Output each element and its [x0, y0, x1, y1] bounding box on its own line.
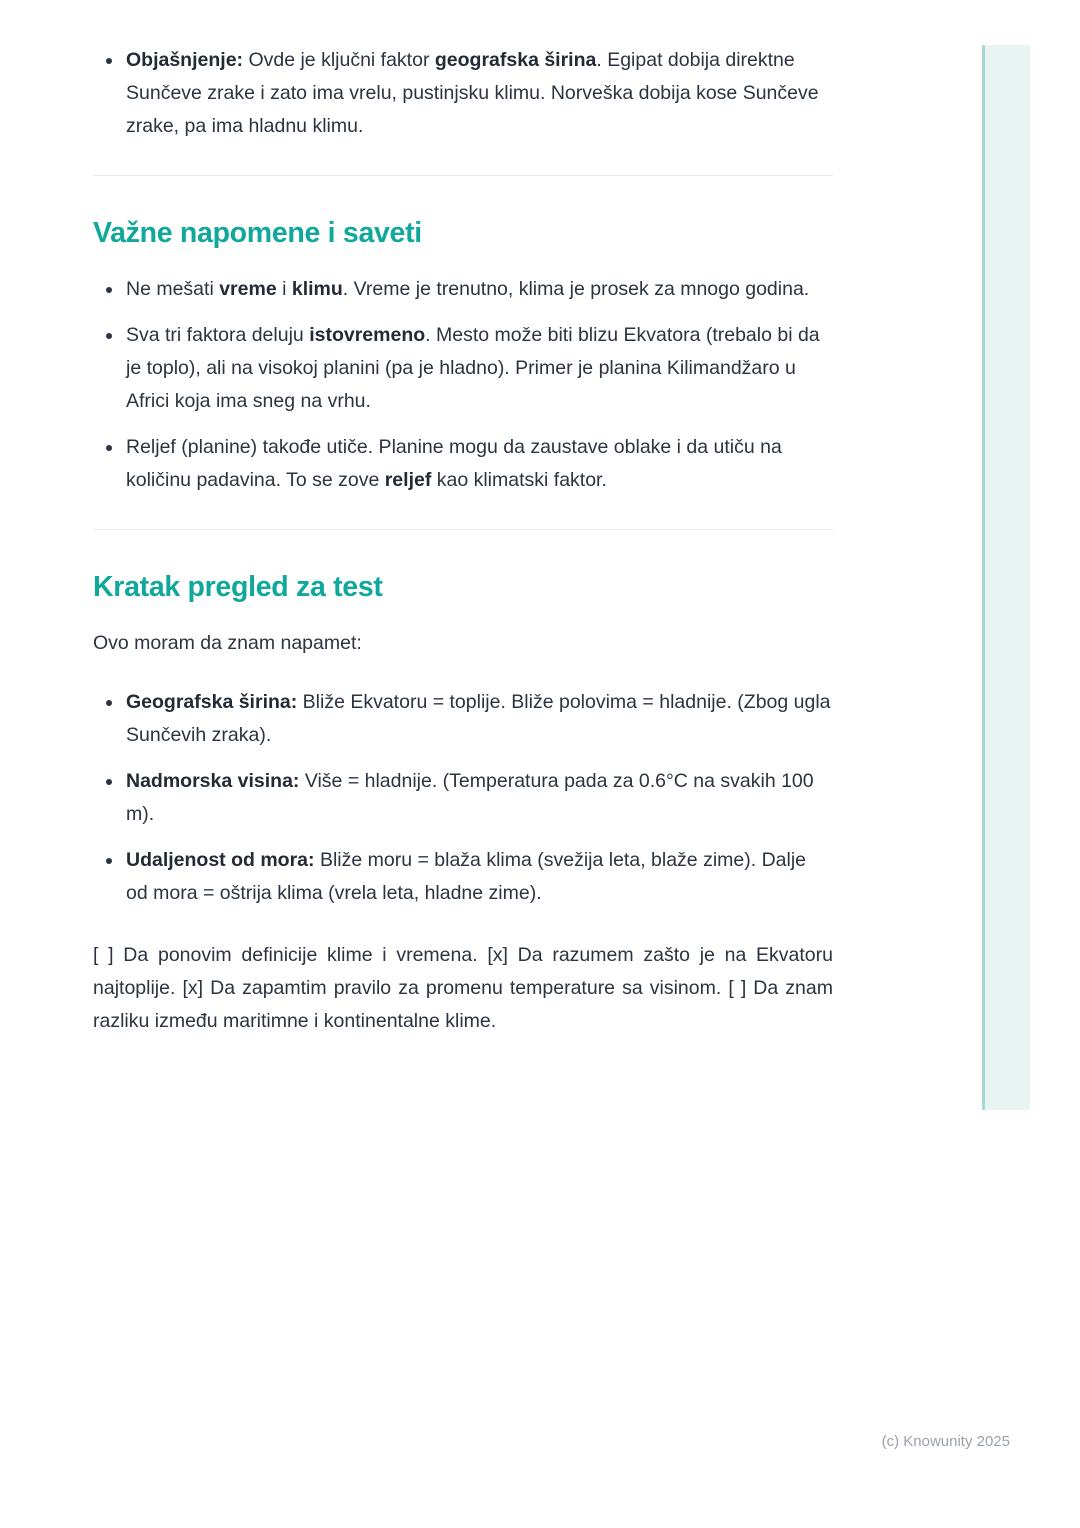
bullet-item: • Ne mešati vreme i klimu. Vreme je trenutno, klima je prosek za mnogo godina.: [124, 273, 833, 306]
paragraph: Ovo moram da znam napamet:: [93, 631, 362, 654]
bold-text: Geografska širina:: [126, 690, 298, 713]
bold-text: geografska širina: [434, 49, 597, 71]
bold-text: istovremeno: [309, 323, 426, 346]
bold-text: vreme: [219, 277, 277, 300]
bold-text: Objašnjenje:: [126, 49, 244, 71]
bullet-item: • Reljef (planine) takođe utiče. Planine mogu da zaustave oblake i da utiču na količinu padavina. To se zove reljef kao klimatski faktor.: [124, 431, 833, 497]
section-heading: Važne napomene i saveti: [93, 217, 422, 250]
bullet-item: • Sva tri faktora deluju istovremeno. Mesto može biti blizu Ekvatora (trebalo bi da je toplo), ali na visokoj planini (pa je hladno). Primer je planina Kilimandžaro u Africi koja ima sneg na vrhu.: [124, 319, 833, 418]
document-content: [93, 44, 833, 1038]
section-heading: Kratak pregled za test: [93, 571, 383, 604]
bold-text: Nadmorska visina:: [126, 770, 300, 793]
bullet-item: • Geografska širina: Bliže Ekvatoru = toplije. Bliže polovima = hladnije. (Zbog ugla Sunčevih zraka).: [124, 686, 833, 752]
bold-text: reljef: [384, 469, 432, 492]
section-divider: [93, 175, 833, 176]
bullet-item: • Nadmorska visina: Više = hladnije. (Temperatura pada za 0.6°C na svakih 100 m).: [124, 765, 833, 831]
bullet-list: [93, 273, 833, 498]
bullet-list: [93, 44, 833, 143]
bold-text: Udaljenost od mora:: [126, 849, 315, 872]
footer-credit: (c) Knowunity 2025: [881, 1433, 1010, 1450]
bullet-list: [93, 686, 833, 911]
paragraph: [ ] Da ponovim definicije klime i vremena. [x] Da razumem zašto je na Ekvatoru najtoplije. [x] Da zapamtim pravilo za promenu temperature sa visinom. [ ] Da znam razliku između maritimne i kontinentalne klime.: [93, 943, 833, 1032]
bullet-item: • Objašnjenje: Ovde je ključni faktor geografska širina. Egipat dobija direktne Sunčeve zrake i zato ima vrelu, pustinjsku klimu. Norveška dobija kose Sunčeve zrake, pa ima hladnu klimu.: [124, 44, 833, 143]
section-divider: [93, 529, 833, 530]
bullet-item: • Udaljenost od mora: Bliže moru = blaža klima (svežija leta, blaže zime). Dalje od mora = oštrija klima (vrela leta, hladne zime).: [124, 844, 833, 910]
bold-text: klimu: [291, 277, 343, 300]
right-accent-bar: [982, 45, 1030, 1110]
